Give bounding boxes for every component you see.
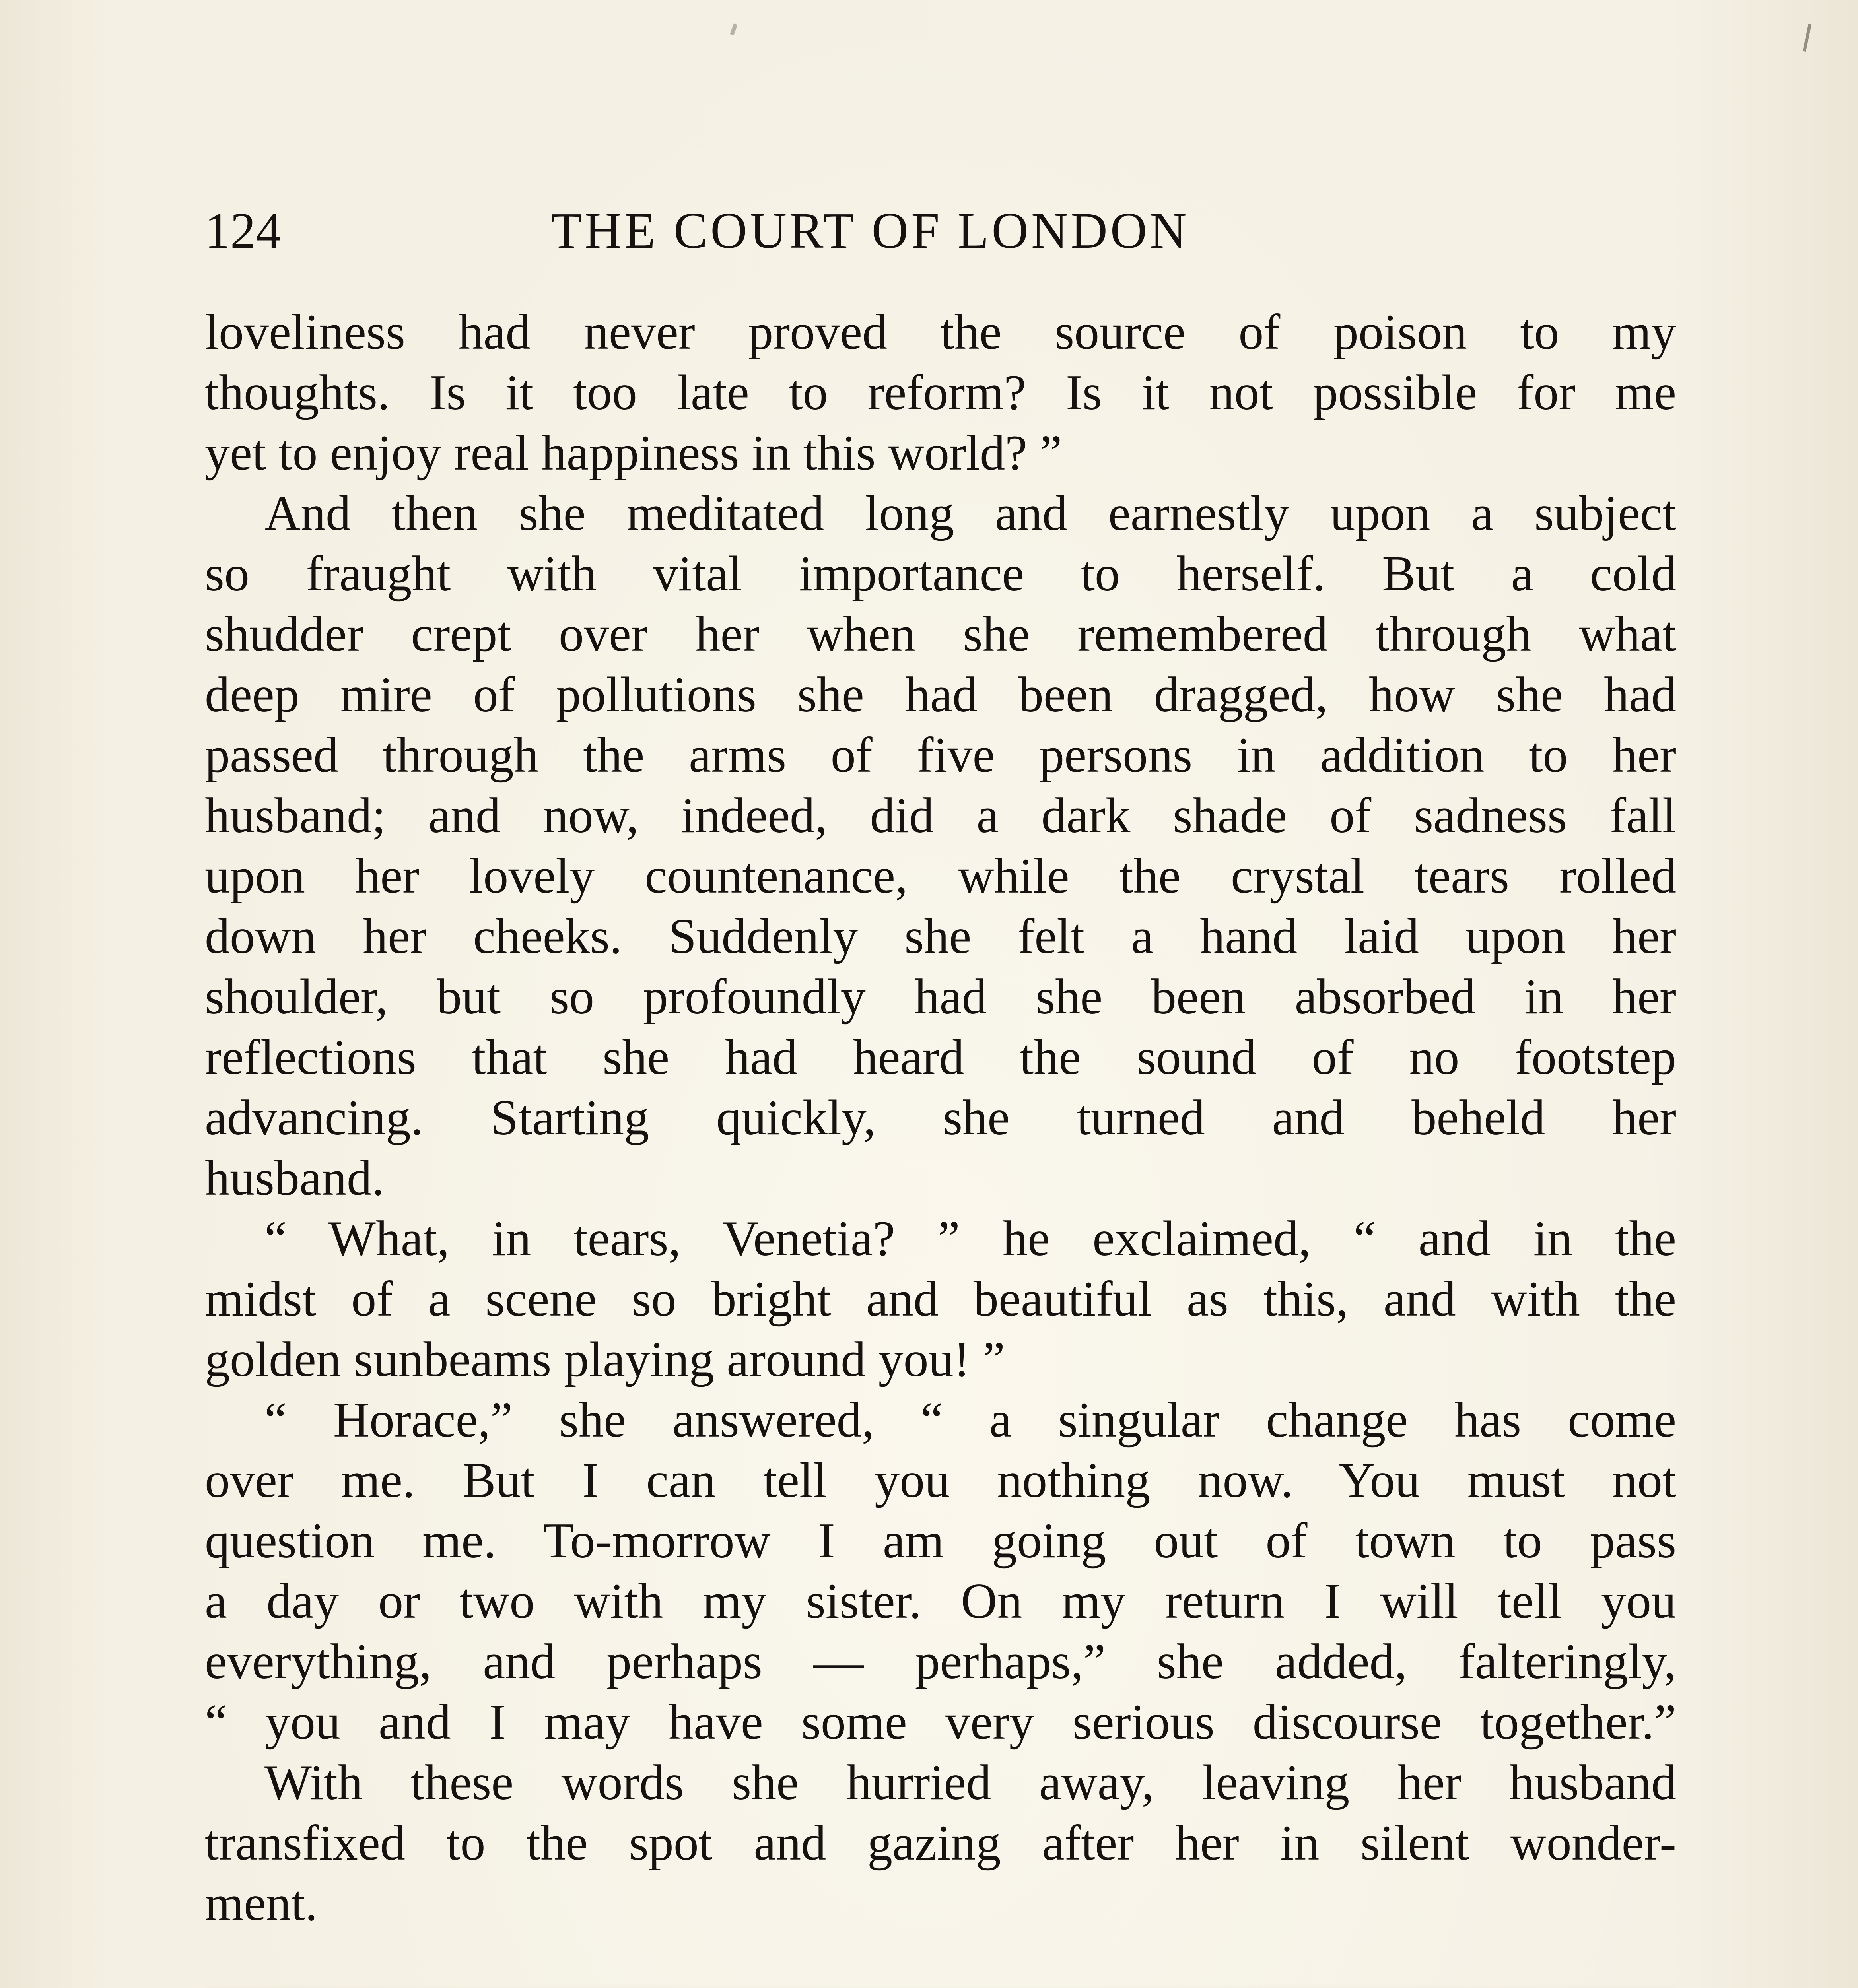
page-number: 124 [205,202,281,259]
text-line: shudder crept over her when she remembered through what [205,607,1676,662]
text-line: over me. But I can tell you nothing now. You must not [205,1453,1676,1508]
text-line: advancing. Starting quickly, she turned and beheld her [205,1090,1676,1145]
text-line: midst of a scene so bright and beautiful as this, and with the [205,1272,1676,1327]
text-line: “ you and I may have some very serious discourse together.” [205,1695,1676,1750]
text-line: down her cheeks. Suddenly she felt a hand laid upon her [205,909,1676,964]
running-head: THE COURT OF LONDON [551,202,1189,259]
text-line: loveliness had never proved the source of poison to my [205,305,1676,360]
text-line: reflections that she had heard the sound of no footstep [205,1030,1676,1085]
corner-pencil-mark [1803,24,1811,52]
text-line: yet to enjoy real happiness in this world? ” [205,425,1062,481]
text-line: upon her lovely countenance, while the crystal tears rolled [205,848,1676,904]
text-line: passed through the arms of five persons in addition to her [205,728,1676,783]
text-line: deep mire of pollutions she had been dragged, how she had [205,667,1676,722]
paper-speck [730,23,738,35]
text-line: golden sunbeams playing around you! ” [205,1332,1005,1387]
text-line: With these words she hurried away, leaving her husband [264,1755,1676,1810]
text-line: so fraught with vital importance to herself. But a cold [205,546,1676,602]
text-line: transfixed to the spot and gazing after her in silent wonder- [205,1815,1676,1871]
text-line: “ What, in tears, Venetia? ” he exclaimed, “ and in the [264,1211,1676,1266]
text-line: everything, and perhaps — perhaps,” she added, falteringly, [205,1634,1676,1689]
page-header [205,191,1676,270]
text-line: And then she meditated long and earnestly upon a subject [264,486,1676,541]
text-line: thoughts. Is it too late to reform? Is it not possible for me [205,365,1676,420]
text-line: question me. To-morrow I am going out of town to pass [205,1513,1676,1569]
text-line: husband; and now, indeed, did a dark shade of sadness fall [205,788,1676,843]
text-line: shoulder, but so profoundly had she been absorbed in her [205,969,1676,1025]
text-line: ment. [205,1876,318,1931]
text-line: “ Horace,” she answered, “ a singular change has come [264,1392,1676,1448]
text-line: a day or two with my sister. On my return I will tell you [205,1574,1676,1629]
text-line: husband. [205,1151,385,1206]
body-text [205,302,1676,1934]
